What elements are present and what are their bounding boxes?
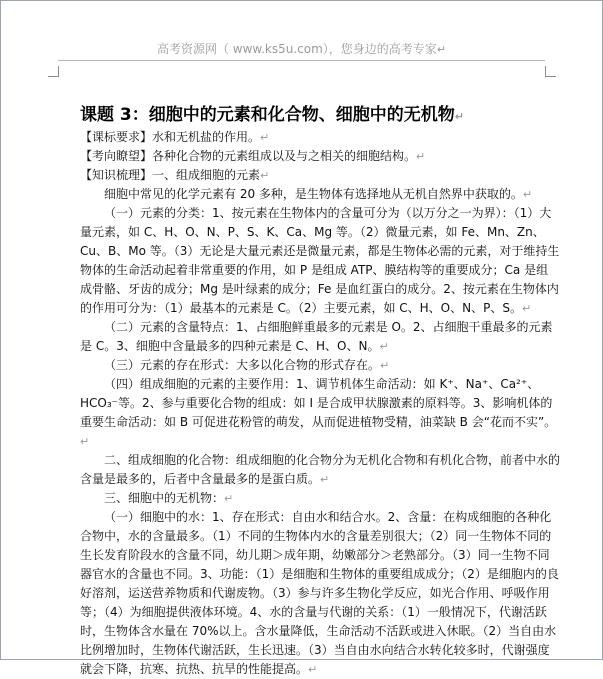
paragraph: （四）组成细胞的元素的主要作用：1、调节机体生命活动：如 K⁺、Na⁺、Ca²⁺、HCO₃⁻等。2、参与重要化合物的组成：如 I 是合成甲状腺激素的原料等。3、影响机体的重要生命活动：如 B 可促进花粉管的萌发，从而促进植物受精，油菜缺 B 会“花而不实”。↵ xyxy=(80,377,557,448)
paragraph: 细胞中常见的化学元素有 20 多种，是生物体有选择地从无机自然界中获取的。↵ xyxy=(104,187,533,201)
header-divider xyxy=(58,60,545,61)
paragraph: 三、细胞中的无机物：↵ xyxy=(104,491,234,505)
paragraph: （二）元素的含量特点：1、占细胞鲜重最多的元素是 O。2、占细胞干重最多的元素是 C。3、细胞中含量最多的四种元素是 C、H、O、N。↵ xyxy=(80,320,553,353)
margin-corner-mark xyxy=(545,66,556,77)
paragraph: （三）元素的存在形式：大多以化合物的形式存在。↵ xyxy=(104,358,390,372)
header-text: 高考资源网（ www.ks5u.com），您身边的高考专家 xyxy=(156,42,437,56)
paragraph: 【知识梳理】一、组成细胞的元素↵ xyxy=(80,168,270,182)
page-title: 课题 3：细胞中的元素和化合物、细胞中的无机物↵ xyxy=(80,105,464,125)
paragraph: （一）细胞中的水：1、存在形式：自由水和结合水。2、含量：在构成细胞的各种化合物中，水的含量最多。（1）不同的生物体内水的含量差别很大；（2）同一生物体不同的生长发育阶段水的含量不同，幼儿期＞成年期，幼嫩部分＞老熟部分。（3）同一生物不同器官水的含量也不同。3、功能：（1）是细胞和生物体的重要组成成分；（2）是细胞内的良好溶剂，运送营养物质和代谢废物。（3）参与许多生物化学反应，如光合作用、呼吸作用等；（4）为细胞提供液体环境。4、水的含量与代谢的关系：（1）一般情况下，代谢活跃时，生物体含水量在 70%以上。含水量降低，生命活动不活跃或进入休眠。（2）当自由水比例增加时，生物体代谢活跃，生长迅速。（3）当自由水向结合水转化较多时，代谢强度就会下降，抗寒、抗热、抗旱的性能提高。↵ xyxy=(80,510,559,676)
document-body xyxy=(80,128,560,679)
page-header: 高考资源网（ www.ks5u.com），您身边的高考专家↵ xyxy=(156,42,447,56)
margin-corner-mark xyxy=(48,66,59,77)
paragraph: 二、组成细胞的化合物：组成细胞的化合物分为无机化合物和有机化合物，前者中水的含量是最多的，后者中含量最多的是蛋白质。↵ xyxy=(80,453,561,486)
paragraph: 【考向瞭望】各种化合物的元素组成以及与之相关的细胞结构。↵ xyxy=(80,149,426,163)
paragraph: （一）元素的分类：1、按元素在生物体内的含量可分为（以万分之一为界）：（1）大量元素，如 C、H、O、N、P、S、K、Ca、Mg 等。（2）微量元素，如 Fe、Mn、Zn、Cu、B、Mo 等。（3）无论是大量元素还是微量元素，都是生物体必需的元素，对于维持生物体的生命活动起着非常重要的作用，如 P 是组成 ATP、膜结构等的重要成分；Ca 是组成骨骼、牙齿的成分；Mg 是叶绿素的成分；Fe 是血红蛋白的成分。2、按元素在生物体内的作用可分为：（1）最基本的元素是 C。（2）主要元素，如 C、H、O、N、P、S。↵ xyxy=(80,206,560,315)
paragraph: 【课标要求】水和无机盐的作用。↵ xyxy=(80,130,270,144)
